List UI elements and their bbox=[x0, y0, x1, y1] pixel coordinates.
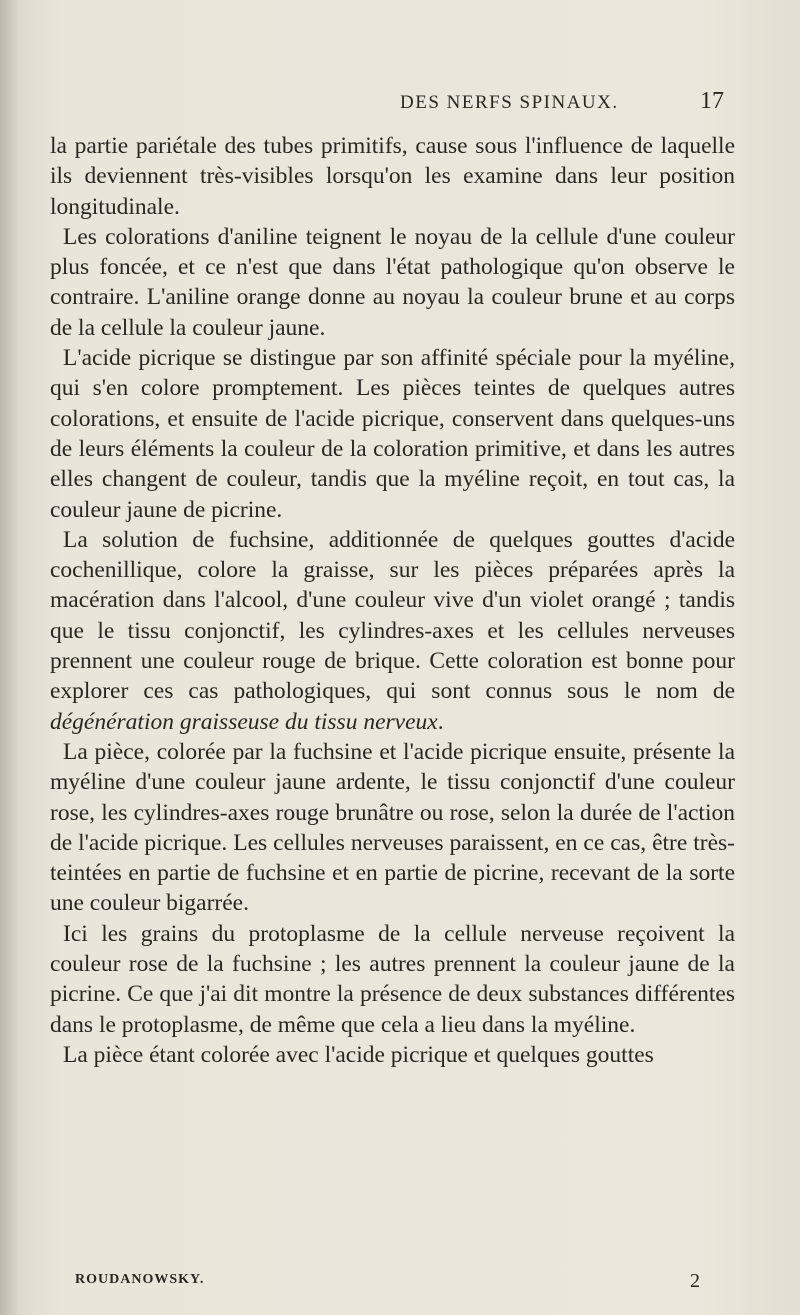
paragraph-5-text: La pièce, colorée par la fuchsine et l'acide picrique ensuite, présente la myéline d'une couleur jaune ardente, le tissu conjonctif d'une couleur rose, les cylindres-axes rouge brunâtre ou rose, selon la durée de l'action de l'acide picrique. Les cellules nerveuses paraissent, en ce cas, être très-teintées en partie de fuchsine et en partie de picrine, recevant de la sorte une couleur bigarrée. bbox=[50, 738, 735, 917]
paragraph-1 bbox=[50, 131, 735, 222]
paragraph-2 bbox=[50, 222, 735, 343]
paragraph-7 bbox=[50, 1040, 735, 1070]
paragraph-3 bbox=[50, 343, 735, 525]
paragraph-3-text: L'acide picrique se distingue par son affinité spéciale pour la myéline, qui s'en colore promptement. Les pièces teintes de quelques autres colorations, et ensuite de l'acide picrique, conservent dans quelques-uns de leurs éléments la couleur de la coloration primitive, et dans les autres elles changent de couleur, tandis que la myéline reçoit, en tout cas, la couleur jaune de picrine. bbox=[50, 345, 735, 523]
paragraph-4-tail: . bbox=[437, 708, 444, 735]
signature-number: 2 bbox=[690, 1270, 700, 1292]
page-number: 17 bbox=[700, 88, 724, 114]
paragraph-2-text: Les colorations d'aniline teignent le noyau de la cellule d'une couleur plus foncée, et ce n'est que dans l'état pathologique qu'on observe le contraire. L'aniline orange donne au noyau la couleur brune et au corps de la cellule la couleur jaune. bbox=[50, 223, 735, 341]
body-text bbox=[50, 131, 735, 1070]
paragraph-6-text: Ici les grains du protoplasme de la cellule nerveuse reçoivent la couleur rose de la fuchsine ; les autres prennent la couleur jaune de la picrine. Ce que j'ai dit montre la présence de deux substances différentes dans le protoplasme, de même que cela a lieu dans la myéline. bbox=[50, 920, 735, 1038]
paragraph-4 bbox=[50, 525, 735, 737]
paragraph-5 bbox=[50, 737, 735, 919]
page-gutter bbox=[0, 0, 18, 1315]
paragraph-6 bbox=[50, 919, 735, 1040]
signature-mark: ROUDANOWSKY. bbox=[75, 1272, 205, 1287]
paragraph-7-text: La pièce étant colorée avec l'acide picrique et quelques gouttes bbox=[63, 1041, 654, 1068]
page-header bbox=[0, 88, 800, 122]
running-title: DES NERFS SPINAUX. bbox=[400, 92, 619, 113]
paragraph-4-emphasis: dégénération graisseuse du tissu nerveux bbox=[50, 708, 438, 735]
page-footer bbox=[50, 1272, 735, 1302]
paragraph-1-text: la partie pariétale des tubes primitifs, cause sous l'influence de laquelle ils deviennent très-visibles lorsqu'on les examine dans leur position longitudinale. bbox=[50, 133, 735, 220]
paragraph-4-text: La solution de fuchsine, additionnée de quelques gouttes d'acide cochenillique, colore la graisse, sur les pièces préparées après la macération dans l'alcool, d'une couleur vive d'un violet orangé ; tandis que le tissu conjonctif, les cylindres-axes et les cellules nerveuses prennent une couleur rouge de brique. Cette coloration est bonne pour explorer ces cas pathologiques, qui sont connus sous le nom de bbox=[50, 526, 735, 705]
